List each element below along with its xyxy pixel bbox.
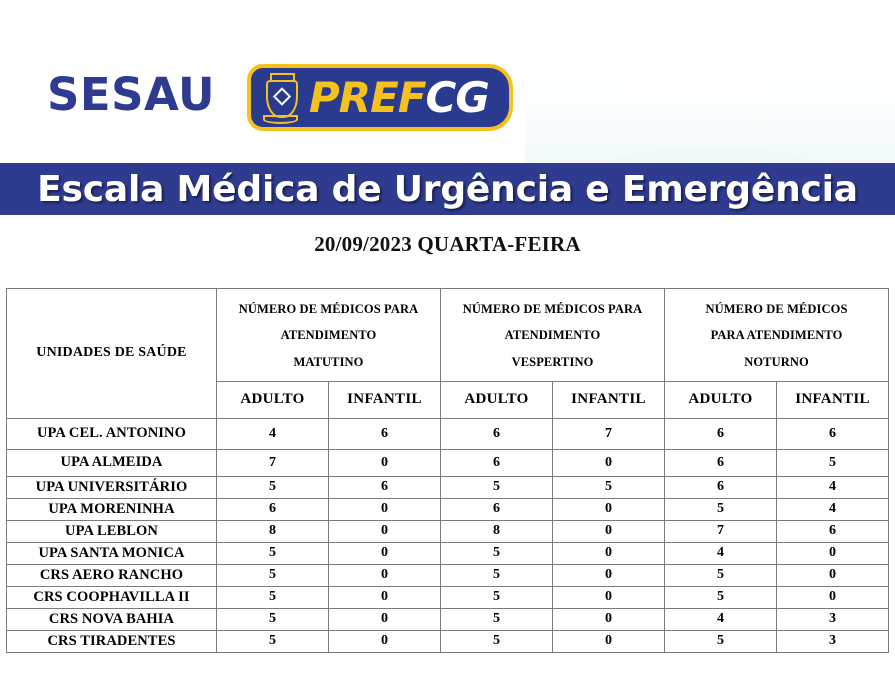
cell-doctor-count: 6	[329, 476, 441, 498]
cell-doctor-count: 0	[553, 542, 665, 564]
cell-doctor-count: 8	[441, 520, 553, 542]
table-row	[7, 586, 889, 608]
cell-doctor-count: 0	[553, 630, 665, 652]
cell-doctor-count: 5	[441, 586, 553, 608]
cell-doctor-count: 6	[665, 449, 777, 476]
table-row	[7, 608, 889, 630]
cell-doctor-count: 5	[665, 498, 777, 520]
cell-unit-name: CRS NOVA BAHIA	[7, 608, 217, 630]
cell-doctor-count: 5	[441, 564, 553, 586]
cell-doctor-count: 3	[777, 608, 889, 630]
shift-line-1: NÚMERO DE MÉDICOS	[705, 302, 848, 316]
cell-doctor-count: 0	[553, 586, 665, 608]
cell-doctor-count: 0	[329, 586, 441, 608]
cell-doctor-count: 4	[665, 608, 777, 630]
column-header-matutino	[217, 289, 441, 382]
cell-doctor-count: 5	[441, 608, 553, 630]
cell-doctor-count: 6	[329, 418, 441, 449]
date-line	[0, 215, 895, 273]
cell-doctor-count: 7	[217, 449, 329, 476]
photo-background	[525, 0, 895, 163]
table-row	[7, 476, 889, 498]
cell-doctor-count: 0	[553, 449, 665, 476]
column-header-vespertino	[441, 289, 665, 382]
page-title: Escala Médica de Urgência e Emergência	[37, 168, 858, 210]
cell-doctor-count: 0	[553, 520, 665, 542]
shift-line-1: NÚMERO DE MÉDICOS PARA	[462, 302, 643, 316]
cell-doctor-count: 5	[217, 608, 329, 630]
column-header-noturno-infantil: INFANTIL	[777, 381, 889, 418]
ribbon-icon	[263, 115, 298, 124]
table-body	[7, 418, 889, 652]
cell-doctor-count: 4	[217, 418, 329, 449]
shift-line-3: VESPERTINO	[511, 354, 594, 369]
cell-unit-name: UPA LEBLON	[7, 520, 217, 542]
sesau-logo: SESAU	[47, 68, 216, 121]
cell-doctor-count: 0	[777, 586, 889, 608]
cell-doctor-count: 0	[553, 608, 665, 630]
cell-doctor-count: 5	[553, 476, 665, 498]
cell-doctor-count: 0	[553, 564, 665, 586]
cell-doctor-count: 6	[441, 498, 553, 520]
cell-doctor-count: 5	[777, 449, 889, 476]
cell-doctor-count: 0	[777, 542, 889, 564]
cell-doctor-count: 6	[441, 449, 553, 476]
column-header-matutino-adulto: ADULTO	[217, 381, 329, 418]
schedule-date: 20/09/2023 QUARTA-FEIRA	[314, 231, 581, 256]
table-row	[7, 542, 889, 564]
cell-unit-name: UPA SANTA MONICA	[7, 542, 217, 564]
cell-doctor-count: 5	[441, 630, 553, 652]
cell-doctor-count: 5	[217, 476, 329, 498]
cell-doctor-count: 5	[441, 476, 553, 498]
cell-unit-name: CRS TIRADENTES	[7, 630, 217, 652]
cell-doctor-count: 6	[217, 498, 329, 520]
table-header	[7, 289, 889, 419]
cell-doctor-count: 7	[553, 418, 665, 449]
cell-doctor-count: 4	[665, 542, 777, 564]
cell-doctor-count: 0	[329, 608, 441, 630]
cell-unit-name: CRS COOPHAVILLA II	[7, 586, 217, 608]
cell-doctor-count: 6	[665, 418, 777, 449]
table-header-row-shifts	[7, 289, 889, 382]
table-row	[7, 498, 889, 520]
cell-doctor-count: 0	[329, 630, 441, 652]
prefcg-cg-text: CG	[425, 72, 489, 122]
cell-unit-name: UPA CEL. ANTONINO	[7, 418, 217, 449]
table-row	[7, 564, 889, 586]
prefcg-logo	[247, 64, 513, 131]
schedule-table-wrapper	[6, 288, 888, 653]
cell-doctor-count: 0	[329, 564, 441, 586]
header-band	[0, 0, 895, 163]
prefcg-wordmark	[309, 72, 489, 122]
cell-doctor-count: 5	[217, 542, 329, 564]
cell-unit-name: UPA ALMEIDA	[7, 449, 217, 476]
shift-line-3: MATUTINO	[293, 354, 364, 369]
cell-doctor-count: 0	[553, 498, 665, 520]
column-header-units: UNIDADES DE SAÚDE	[7, 289, 217, 419]
cell-doctor-count: 6	[777, 520, 889, 542]
column-header-noturno-adulto: ADULTO	[665, 381, 777, 418]
cell-doctor-count: 0	[777, 564, 889, 586]
cell-doctor-count: 6	[665, 476, 777, 498]
column-header-vespertino-infantil: INFANTIL	[553, 381, 665, 418]
title-banner	[0, 163, 895, 215]
cell-doctor-count: 5	[217, 564, 329, 586]
cell-doctor-count: 0	[329, 498, 441, 520]
cell-doctor-count: 0	[329, 542, 441, 564]
shift-line-1: NÚMERO DE MÉDICOS PARA	[238, 302, 419, 316]
cell-doctor-count: 4	[777, 476, 889, 498]
cell-doctor-count: 4	[777, 498, 889, 520]
cell-doctor-count: 5	[665, 564, 777, 586]
table-row	[7, 520, 889, 542]
shift-line-2: ATENDIMENTO	[504, 328, 601, 343]
cell-doctor-count: 7	[665, 520, 777, 542]
shift-line-2: ATENDIMENTO	[280, 328, 377, 343]
cell-doctor-count: 0	[329, 449, 441, 476]
prefcg-pref-text: PREF	[309, 72, 426, 122]
city-coat-of-arms-icon	[263, 72, 298, 124]
cell-unit-name: CRS AERO RANCHO	[7, 564, 217, 586]
cell-doctor-count: 0	[329, 520, 441, 542]
cell-doctor-count: 5	[441, 542, 553, 564]
cell-unit-name: UPA UNIVERSITÁRIO	[7, 476, 217, 498]
column-header-matutino-infantil: INFANTIL	[329, 381, 441, 418]
cell-unit-name: UPA MORENINHA	[7, 498, 217, 520]
cell-doctor-count: 5	[665, 630, 777, 652]
schedule-table	[6, 288, 889, 653]
doctors-photo	[525, 0, 895, 163]
cell-doctor-count: 5	[217, 630, 329, 652]
cell-doctor-count: 6	[777, 418, 889, 449]
cell-doctor-count: 6	[441, 418, 553, 449]
cell-doctor-count: 5	[665, 586, 777, 608]
shift-line-3: NOTURNO	[744, 354, 809, 369]
table-row	[7, 630, 889, 652]
column-header-vespertino-adulto: ADULTO	[441, 381, 553, 418]
table-row	[7, 418, 889, 449]
cell-doctor-count: 5	[217, 586, 329, 608]
table-row	[7, 449, 889, 476]
shield-icon	[266, 80, 298, 118]
cell-doctor-count: 3	[777, 630, 889, 652]
shift-line-2: PARA ATENDIMENTO	[710, 328, 843, 343]
cell-doctor-count: 8	[217, 520, 329, 542]
column-header-noturno	[665, 289, 889, 382]
